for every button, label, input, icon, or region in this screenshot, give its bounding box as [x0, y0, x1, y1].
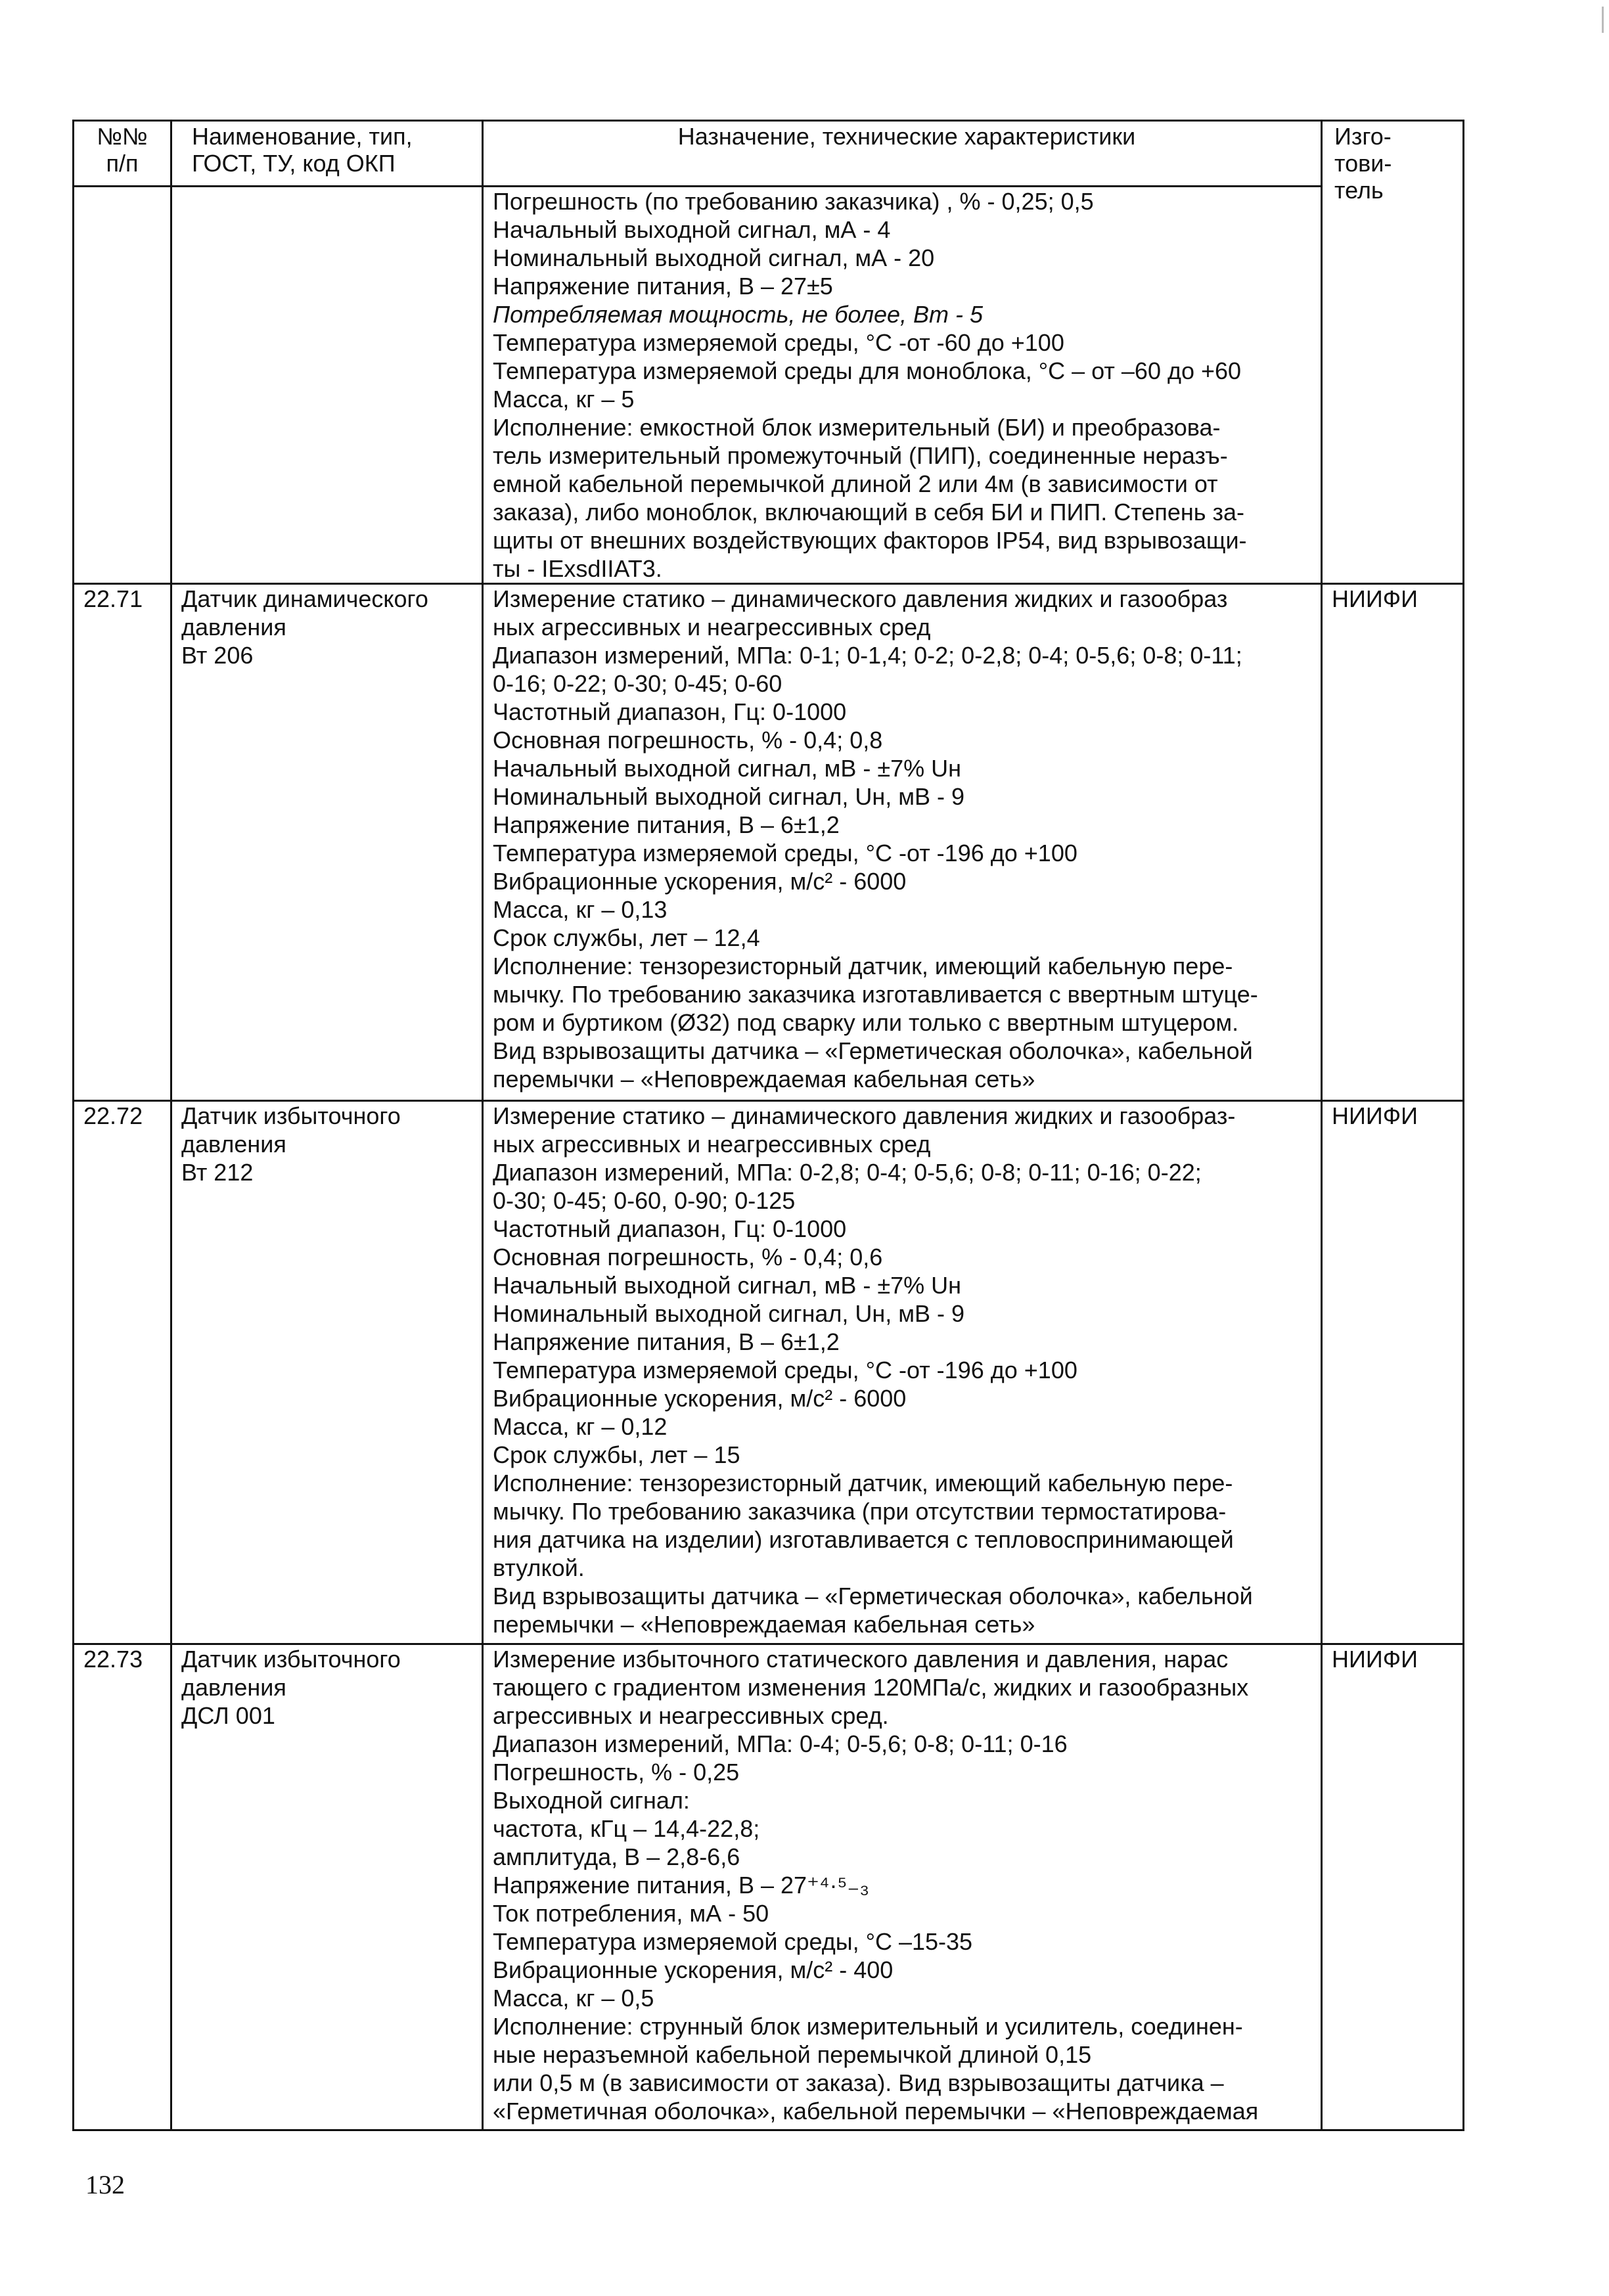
item-manufacturer: НИИФИ [1322, 1644, 1464, 2130]
spec-line: Измерение статико – динамического давления жидких и газообраз- [493, 1102, 1236, 1129]
spec-line: Основная погрешность, % - 0,4; 0,6 [493, 1244, 883, 1271]
spec-line: Масса, кг – 5 [493, 386, 635, 413]
table-header-row [74, 121, 1464, 187]
spec-line: Вибрационные ускорения, м/с² - 6000 [493, 868, 907, 895]
item-spec [483, 584, 1322, 1101]
spec-line: мычку. По требованию заказчика изготавливается с ввертным штуце- [493, 981, 1258, 1008]
spec-line: Номинальный выходной сигнал, мА - 20 [493, 244, 935, 271]
continuation-num-cell [74, 187, 171, 584]
spec-line: Диапазон измерений, МПа: 0-1; 0-1,4; 0-2; 0-2,8; 0-4; 0-5,6; 0-8; 0-11; [493, 642, 1242, 669]
spec-line: ния датчика на изделии) изготавливается с тепловоспринимающей [493, 1526, 1234, 1553]
spec-line: Измерение статико – динамического давления жидких и газообраз [493, 585, 1228, 612]
item-name-line: давления [181, 1674, 286, 1701]
spec-line: Срок службы, лет – 12,4 [493, 924, 760, 951]
item-name [171, 1644, 483, 2130]
spec-line: перемычки – «Неповреждаемая кабельная сеть» [493, 1066, 1035, 1092]
continuation-spec-lines [493, 187, 1321, 583]
spec-line: ных агрессивных и неагрессивных сред [493, 1131, 931, 1158]
spec-line: Напряжение питания, В – 27⁺⁴·⁵₋₃ [493, 1872, 870, 1899]
item-number: 22.71 [74, 584, 171, 1101]
spec-line: Вибрационные ускорения, м/с² - 400 [493, 1956, 894, 1983]
spec-line: ром и буртиком (Ø32) под сварку или только с ввертным штуцером. [493, 1009, 1239, 1036]
spec-line: щиты от внешних воздействующих факторов IP54, вид взрывозащи- [493, 527, 1247, 554]
spec-line: ные неразъемной кабельной перемычкой длиной 0,15 [493, 2041, 1092, 2068]
continuation-row [74, 187, 1464, 584]
spec-line: заказа), либо моноблок, включающий в себя БИ и ПИП. Степень за- [493, 499, 1245, 526]
spec-line: Температура измеряемой среды, °С -от -60 до +100 [493, 329, 1064, 356]
header-mfr: Изго- тови- тель [1322, 121, 1464, 584]
spec-line: Срок службы, лет – 15 [493, 1441, 740, 1468]
item-name-line: Датчик избыточного [181, 1102, 401, 1129]
spec-line: ных агрессивных и неагрессивных сред [493, 614, 931, 641]
spec-line: Частотный диапазон, Гц: 0-1000 [493, 1215, 847, 1242]
spec-line: Начальный выходной сигнал, мА - 4 [493, 216, 891, 243]
item-name-line: Вт 206 [181, 642, 254, 669]
spec-line: амплитуда, В – 2,8-6,6 [493, 1843, 740, 1870]
item-manufacturer: НИИФИ [1322, 1101, 1464, 1644]
spec-line: Ток потребления, мА - 50 [493, 1900, 769, 1927]
spec-line: Масса, кг – 0,13 [493, 896, 668, 923]
spec-line: мычку. По требованию заказчика (при отсутствии термостатирова- [493, 1498, 1227, 1525]
spec-line: Начальный выходной сигнал, мВ - ±7% Uн [493, 1272, 962, 1299]
spec-line: Температура измеряемой среды, °С -от -196 до +100 [493, 840, 1077, 867]
item-spec [483, 1644, 1322, 2130]
spec-line: «Герметичная оболочка», кабельной перемычки – «Неповреждаемая [493, 2098, 1259, 2125]
spec-line: Начальный выходной сигнал, мВ - ±7% Uн [493, 755, 962, 782]
table-row [74, 1101, 1464, 1644]
item-name-line: Вт 212 [181, 1159, 254, 1186]
spec-line: емной кабельной перемычкой длиной 2 или 4м (в зависимости от [493, 470, 1218, 497]
spec-line: Напряжение питания, В – 27±5 [493, 273, 833, 300]
spec-line: или 0,5 м (в зависимости от заказа). Вид взрывозащиты датчика – [493, 2069, 1224, 2096]
item-spec-lines [493, 1102, 1321, 1638]
spec-line: Температура измеряемой среды, °С –15-35 [493, 1928, 973, 1955]
spec-line: Измерение избыточного статического давления и давления, нарас [493, 1646, 1229, 1673]
header-spec: Назначение, технические характеристики [483, 121, 1322, 187]
spec-line: ты - IExsdIIAT3. [493, 555, 662, 582]
spec-line: втулкой. [493, 1554, 585, 1581]
spec-line: 0-16; 0-22; 0-30; 0-45; 0-60 [493, 670, 782, 697]
spec-line: Диапазон измерений, МПа: 0-2,8; 0-4; 0-5,6; 0-8; 0-11; 0-16; 0-22; [493, 1159, 1202, 1186]
page-number: 132 [85, 2170, 125, 2199]
spec-line: Погрешность, % - 0,25 [493, 1759, 740, 1786]
spec-line: Вид взрывозащиты датчика – «Герметическая оболочка», кабельной [493, 1583, 1253, 1609]
table-row [74, 1644, 1464, 2130]
item-name-line: давления [181, 614, 286, 641]
spec-line: Вид взрывозащиты датчика – «Герметическая оболочка», кабельной [493, 1037, 1253, 1064]
item-name [171, 584, 483, 1101]
scan-edge-mark [1602, 7, 1604, 33]
item-spec-lines [493, 585, 1321, 1093]
spec-line: Номинальный выходной сигнал, Uн, мВ - 9 [493, 783, 965, 810]
item-manufacturer: НИИФИ [1322, 584, 1464, 1101]
spec-line: 0-30; 0-45; 0-60, 0-90; 0-125 [493, 1187, 796, 1214]
item-name-line: Датчик избыточного [181, 1646, 401, 1673]
item-name-line: Датчик динамического [181, 585, 428, 612]
item-name-line: давления [181, 1131, 286, 1158]
spec-line: тель измерительный промежуточный (ПИП), соединенные неразъ- [493, 442, 1228, 469]
spec-line: Температура измеряемой среды, °С -от -196 до +100 [493, 1357, 1077, 1384]
spec-line: Диапазон измерений, МПа: 0-4; 0-5,6; 0-8; 0-11; 0-16 [493, 1730, 1068, 1757]
spec-line: тающего с градиентом изменения 120МПа/с, жидких и газообразных [493, 1674, 1249, 1701]
item-name [171, 1101, 483, 1644]
spec-line: Масса, кг – 0,12 [493, 1413, 668, 1440]
continuation-name-cell [171, 187, 483, 584]
spec-line: агрессивных и неагрессивных сред. [493, 1702, 889, 1729]
spec-line: Исполнение: емкостной блок измерительный (БИ) и преобразова- [493, 414, 1221, 441]
spec-line: Исполнение: тензорезисторный датчик, имеющий кабельную пере- [493, 1470, 1233, 1497]
spec-line: Частотный диапазон, Гц: 0-1000 [493, 698, 847, 725]
item-name-line: ДСЛ 001 [181, 1702, 275, 1729]
spec-line: Исполнение: струнный блок измерительный и усилитель, соединен- [493, 2013, 1243, 2040]
spec-line: Потребляемая мощность, не более, Вт - 5 [493, 301, 984, 328]
specs-table [72, 120, 1464, 2131]
table-row [74, 584, 1464, 1101]
continuation-spec-cell [483, 187, 1322, 584]
spec-line: Исполнение: тензорезисторный датчик, имеющий кабельную пере- [493, 953, 1233, 979]
spec-line: Напряжение питания, В – 6±1,2 [493, 1328, 840, 1355]
spec-line: частота, кГц – 14,4-22,8; [493, 1815, 760, 1842]
spec-line: Вибрационные ускорения, м/с² - 6000 [493, 1385, 907, 1412]
header-name: Наименование, тип, ГОСТ, ТУ, код ОКП [171, 121, 483, 187]
item-number: 22.73 [74, 1644, 171, 2130]
header-num: №№ п/п [74, 121, 171, 187]
spec-line: Температура измеряемой среды для моноблока, °С – от –60 до +60 [493, 357, 1242, 384]
spec-line: Напряжение питания, В – 6±1,2 [493, 811, 840, 838]
item-number: 22.72 [74, 1101, 171, 1644]
spec-line: Масса, кг – 0,5 [493, 1985, 654, 2012]
spec-line: Погрешность (по требованию заказчика) , % - 0,25; 0,5 [493, 188, 1094, 215]
spec-line: Номинальный выходной сигнал, Uн, мВ - 9 [493, 1300, 965, 1327]
item-spec-lines [493, 1645, 1321, 2125]
spec-line: Основная погрешность, % - 0,4; 0,8 [493, 727, 883, 754]
spec-line: перемычки – «Неповреждаемая кабельная сеть» [493, 1611, 1035, 1638]
item-spec [483, 1101, 1322, 1644]
spec-line: Выходной сигнал: [493, 1787, 690, 1814]
